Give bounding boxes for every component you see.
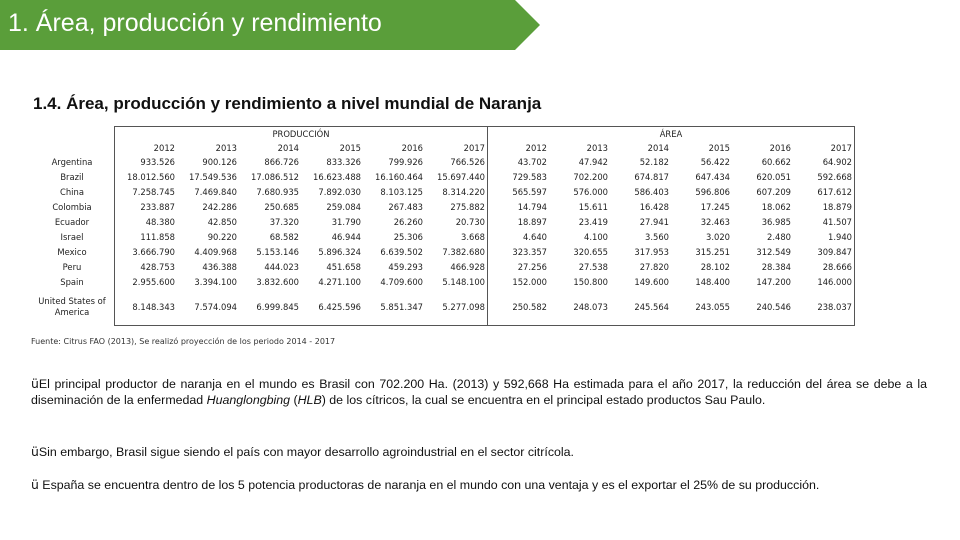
paragraph-emphasis: Huanglongbing <box>206 393 291 407</box>
production-cell: 3.832.600 <box>256 276 299 287</box>
production-cell: 833.326 <box>326 156 361 167</box>
area-cell: 147.200 <box>756 276 791 287</box>
table-row <box>30 229 855 244</box>
area-cell: 243.055 <box>671 289 732 326</box>
area-cell: 64.902 <box>793 154 855 169</box>
production-cell: 8.314.220 <box>442 186 485 197</box>
area-cell: 323.357 <box>488 244 550 259</box>
area-cell: 149.600 <box>634 276 669 287</box>
production-cell: 68.582 <box>269 231 299 242</box>
country-cell: Mexico <box>57 246 87 257</box>
area-cell: 4.100 <box>584 231 608 242</box>
production-cell: 17.549.536 <box>189 171 237 182</box>
checkmark-icon: ü <box>31 444 39 459</box>
production-year-header: 2016 <box>401 142 423 153</box>
production-cell: 459.293 <box>388 261 423 272</box>
area-cell: 27.538 <box>578 261 608 272</box>
area-cell: 18.062 <box>761 201 791 212</box>
production-cell: 8.103.125 <box>380 186 423 197</box>
paragraph-text: Sin embargo, Brasil sigue siendo el país con mayor desarrollo agroindustrial en el sector citrícola. <box>38 445 574 459</box>
section-subtitle: 1.4. Área, producción y rendimiento a nivel mundial de Naranja <box>33 94 542 113</box>
table-row <box>30 199 855 214</box>
production-cell: 428.753 <box>115 259 178 274</box>
area-cell: 250.582 <box>488 289 550 326</box>
production-cell: 42.850 <box>207 216 237 227</box>
table-row <box>30 274 855 289</box>
production-cell: 5.153.146 <box>256 246 299 257</box>
area-cell: 240.546 <box>732 289 793 326</box>
paragraph-emphasis: HLB <box>297 393 322 407</box>
production-cell: 90.220 <box>207 231 237 242</box>
country-cell: Argentina <box>51 156 93 167</box>
production-cell: 5.851.347 <box>363 289 425 326</box>
area-cell: 152.000 <box>488 274 550 289</box>
production-cell: 20.730 <box>455 216 485 227</box>
production-cell: 46.944 <box>331 231 361 242</box>
table-row <box>30 289 855 326</box>
table-group-header-row <box>30 127 855 142</box>
production-cell: 933.526 <box>115 154 178 169</box>
production-cell: 866.726 <box>264 156 299 167</box>
area-cell: 586.403 <box>634 186 669 197</box>
area-year-header: 2015 <box>708 142 730 153</box>
area-cell: 28.102 <box>700 261 730 272</box>
paragraph-brazil <box>31 376 927 408</box>
area-cell: 16.428 <box>639 201 669 212</box>
production-cell: 3.394.100 <box>194 276 237 287</box>
area-cell: 702.200 <box>573 171 608 182</box>
production-cell: 48.380 <box>115 214 178 229</box>
production-cell: 7.892.030 <box>318 186 361 197</box>
area-cell: 674.817 <box>634 171 669 182</box>
area-group-header: ÁREA <box>488 127 855 142</box>
production-year-header: 2012 <box>115 141 178 154</box>
table-row <box>30 169 855 184</box>
checkmark-icon: ü <box>31 376 39 391</box>
production-cell: 7.680.935 <box>256 186 299 197</box>
production-cell: 4.709.600 <box>380 276 423 287</box>
source-note: Fuente: Citrus FAO (2013), Se realizó proyección de los periodo 2014 - 2017 <box>31 337 336 346</box>
table-row <box>30 184 855 199</box>
area-cell: 56.422 <box>700 156 730 167</box>
area-cell: 15.611 <box>578 201 608 212</box>
production-cell: 7.469.840 <box>194 186 237 197</box>
country-cell: Ecuador <box>54 216 90 227</box>
production-cell: 17.086.512 <box>251 171 299 182</box>
area-cell: 28.384 <box>761 261 791 272</box>
production-cell: 26.260 <box>393 216 423 227</box>
area-cell: 27.820 <box>639 261 669 272</box>
country-cell: Peru <box>62 261 82 272</box>
production-cell: 16.160.464 <box>375 171 423 182</box>
area-cell: 28.666 <box>793 259 855 274</box>
area-cell: 47.942 <box>578 156 608 167</box>
area-cell: 36.985 <box>761 216 791 227</box>
country-cell: United States of America <box>38 296 106 318</box>
production-cell: 451.658 <box>326 261 361 272</box>
production-cell: 7.258.745 <box>115 184 178 199</box>
area-cell: 312.549 <box>756 246 791 257</box>
country-cell: Colombia <box>52 201 92 212</box>
paragraph-spain <box>31 477 927 493</box>
table-row <box>30 214 855 229</box>
area-year-header: 2012 <box>488 141 550 154</box>
area-cell: 23.419 <box>578 216 608 227</box>
area-cell: 617.612 <box>793 184 855 199</box>
area-cell: 3.560 <box>645 231 669 242</box>
production-cell: 7.574.094 <box>177 289 239 326</box>
area-cell: 729.583 <box>488 169 550 184</box>
production-cell: 3.666.790 <box>115 244 178 259</box>
production-cell: 111.858 <box>115 229 178 244</box>
area-cell: 565.597 <box>488 184 550 199</box>
table-row <box>30 259 855 274</box>
paragraph-text: ) de los cítricos, la cual se encuentra en el principal estado productos Sau Paulo. <box>321 393 766 407</box>
area-cell: 309.847 <box>793 244 855 259</box>
production-cell: 3.668 <box>461 231 485 242</box>
production-cell: 250.685 <box>264 201 299 212</box>
production-cell: 16.623.488 <box>313 171 361 182</box>
country-cell: Israel <box>60 231 84 242</box>
production-cell: 5.896.324 <box>318 246 361 257</box>
area-cell: 3.020 <box>706 231 730 242</box>
paragraph-text: ( <box>290 393 298 407</box>
country-cell: Brazil <box>60 171 84 182</box>
area-cell: 146.000 <box>793 274 855 289</box>
paragraph-text: España se encuentra dentro de los 5 potencia productoras de naranja en el mundo con una ventaja y es el exportar el 25% de su producción. <box>38 478 820 492</box>
page-title: 1. Área, producción y rendimiento <box>8 9 382 37</box>
area-cell: 150.800 <box>573 276 608 287</box>
production-year-header: 2017 <box>463 142 485 153</box>
area-cell: 17.245 <box>700 201 730 212</box>
area-cell: 596.806 <box>695 186 730 197</box>
production-cell: 5.148.100 <box>442 276 485 287</box>
production-year-header: 2013 <box>215 142 237 153</box>
production-cell: 6.425.596 <box>301 289 363 326</box>
country-cell: Spain <box>60 276 84 287</box>
production-cell: 2.955.600 <box>115 274 178 289</box>
production-cell: 766.526 <box>450 156 485 167</box>
area-cell: 1.940 <box>793 229 855 244</box>
production-year-header: 2014 <box>277 142 299 153</box>
production-cell: 6.639.502 <box>380 246 423 257</box>
production-cell: 267.483 <box>388 201 423 212</box>
area-year-header: 2013 <box>586 142 608 153</box>
paragraph-text: El principal productor de naranja en el mundo es Brasil con 702.200 Ha. (2013) y 592,668 Ha estimada para el año 2017, la reducción del área se debe a la diseminación de la enfermedad <box>31 377 927 407</box>
area-cell: 620.051 <box>756 171 791 182</box>
area-cell: 148.400 <box>695 276 730 287</box>
area-cell: 592.668 <box>793 169 855 184</box>
area-cell: 576.000 <box>573 186 608 197</box>
production-cell: 900.126 <box>202 156 237 167</box>
area-cell: 320.655 <box>573 246 608 257</box>
production-cell: 6.999.845 <box>239 289 301 326</box>
production-cell: 233.887 <box>115 199 178 214</box>
production-group-header: PRODUCCIÓN <box>115 127 488 142</box>
production-cell: 436.388 <box>202 261 237 272</box>
production-cell: 31.790 <box>331 216 361 227</box>
checkmark-icon: ü <box>31 477 39 492</box>
production-cell: 18.012.560 <box>115 169 178 184</box>
production-cell: 7.382.680 <box>442 246 485 257</box>
area-cell: 43.702 <box>488 154 550 169</box>
production-cell: 242.286 <box>202 201 237 212</box>
area-cell: 2.480 <box>767 231 791 242</box>
area-year-header: 2014 <box>647 142 669 153</box>
production-cell: 466.928 <box>450 261 485 272</box>
production-cell: 4.409.968 <box>194 246 237 257</box>
area-cell: 238.037 <box>793 289 855 326</box>
production-cell: 25.306 <box>393 231 423 242</box>
area-cell: 245.564 <box>610 289 671 326</box>
area-cell: 27.256 <box>488 259 550 274</box>
table-row <box>30 154 855 169</box>
title-banner <box>0 0 540 50</box>
country-header-blank <box>30 127 115 142</box>
area-cell: 18.897 <box>488 214 550 229</box>
area-cell: 317.953 <box>634 246 669 257</box>
area-cell: 32.463 <box>700 216 730 227</box>
country-cell: China <box>60 186 84 197</box>
orange-data-table <box>30 126 855 326</box>
production-cell: 799.926 <box>388 156 423 167</box>
area-cell: 41.507 <box>793 214 855 229</box>
production-cell: 275.882 <box>450 201 485 212</box>
production-cell: 37.320 <box>269 216 299 227</box>
country-year-blank <box>30 141 115 154</box>
area-cell: 315.251 <box>695 246 730 257</box>
paragraph-brazil-agroindustry <box>31 444 927 460</box>
area-cell: 607.209 <box>756 186 791 197</box>
production-cell: 4.271.100 <box>318 276 361 287</box>
production-cell: 8.148.343 <box>115 289 178 326</box>
production-year-header: 2015 <box>339 142 361 153</box>
production-cell: 15.697.440 <box>437 171 485 182</box>
table-row <box>30 244 855 259</box>
table-years-row <box>30 141 855 154</box>
area-cell: 52.182 <box>639 156 669 167</box>
area-cell: 647.434 <box>695 171 730 182</box>
area-cell: 27.941 <box>639 216 669 227</box>
area-cell: 14.794 <box>488 199 550 214</box>
production-cell: 444.023 <box>264 261 299 272</box>
area-year-header: 2016 <box>769 142 791 153</box>
production-cell: 5.277.098 <box>425 289 488 326</box>
area-cell: 248.073 <box>549 289 610 326</box>
area-year-header: 2017 <box>793 141 855 154</box>
production-cell: 259.084 <box>326 201 361 212</box>
area-cell: 60.662 <box>761 156 791 167</box>
area-cell: 18.879 <box>793 199 855 214</box>
area-cell: 4.640 <box>488 229 550 244</box>
